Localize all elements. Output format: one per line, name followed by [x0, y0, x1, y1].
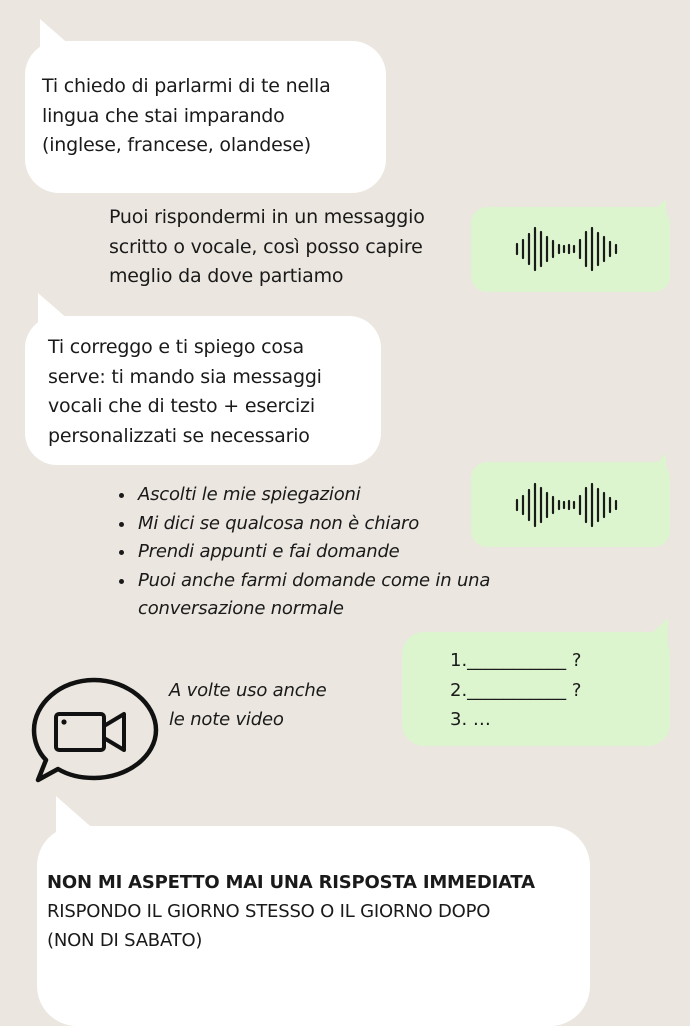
message-line: lingua che stai imparando [42, 104, 285, 127]
audio-waveform-icon [513, 480, 623, 530]
message-line: Ti correggo e ti spiego cosa [48, 336, 304, 358]
text-line: meglio da dove partiamo [109, 265, 344, 287]
text-line: le note video [169, 709, 284, 730]
list-item: • Prendi appunti e fai domande [136, 538, 496, 567]
message-correction-text [48, 333, 322, 451]
message-line: (inglese, francese, olandese) [42, 134, 311, 156]
message-line: serve: ti mando sia messaggi [48, 365, 322, 388]
message-line: vocali che di testo + esercizi [48, 395, 315, 417]
response-time-text [47, 868, 535, 955]
message-intro-text [42, 72, 331, 161]
question-item: 2.___________ ? [450, 679, 582, 701]
list-item: • Puoi anche farmi domande come in una conversazione normale [136, 567, 496, 624]
list-item: • Mi dici se qualcosa non è chiaro [136, 510, 496, 539]
questions-list [450, 646, 581, 735]
message-line: (NON DI SABATO) [47, 930, 203, 951]
message-line: personalizzati se necessario [48, 424, 310, 447]
list-item: • Ascolti le mie spiegazioni [136, 481, 496, 510]
reply-instructions-text [109, 203, 425, 292]
response-time-title: NON MI ASPETTO MAI UNA RISPOSTA IMMEDIATA [47, 872, 535, 893]
message-line: RISPONDO IL GIORNO STESSO O IL GIORNO DOPO [47, 901, 491, 922]
text-line: Puoi rispondermi in un messaggio [109, 206, 425, 228]
text-line: A volte uso anche [169, 680, 327, 701]
video-note-text [169, 676, 327, 734]
tips-list [118, 481, 496, 624]
message-line: Ti chiedo di parlarmi di te nella [42, 75, 331, 97]
text-line: scritto o vocale, così posso capire [109, 235, 423, 258]
audio-waveform-icon [513, 224, 623, 274]
question-item: 1.___________ ? [450, 650, 582, 671]
video-camera-chat-icon [30, 674, 160, 786]
question-item: 3. … [450, 709, 491, 730]
